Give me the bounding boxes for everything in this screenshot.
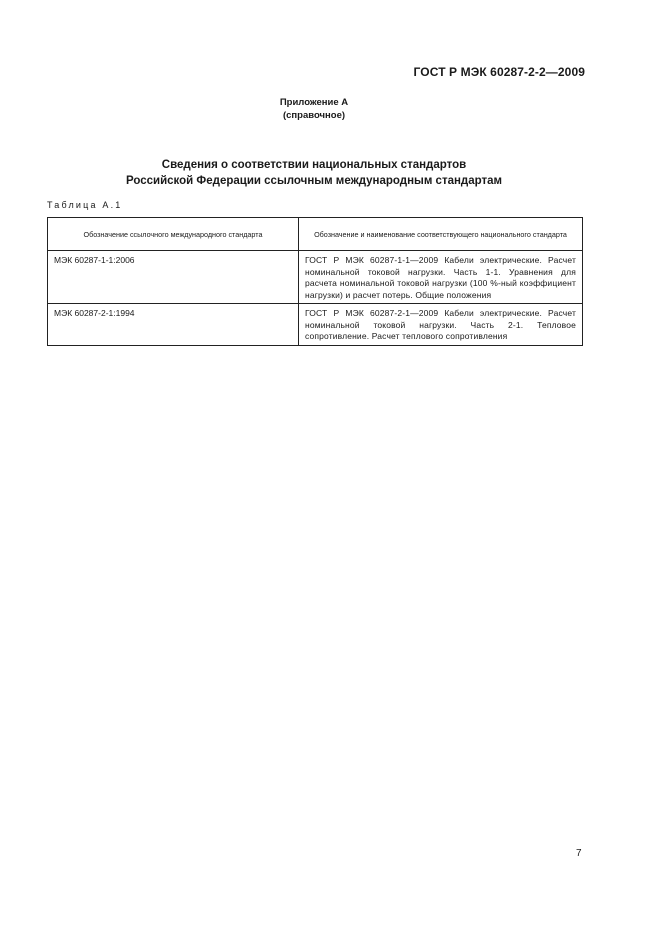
appendix-label: Приложение А (279, 97, 349, 108)
international-standard-cell: МЭК 60287-1-1:2006 (48, 251, 299, 304)
header-national-standard: Обозначение и наименование соответствующего национального стандарта (299, 218, 583, 251)
section-title-line-2: Российской Федерации ссылочным международным стандартам (125, 175, 503, 187)
table-row (48, 251, 583, 304)
international-standard-cell: МЭК 60287-2-1:1994 (48, 304, 299, 346)
header-international-standard: Обозначение ссылочного международного стандарта (48, 218, 299, 251)
document-code: ГОСТ Р МЭК 60287-2-2—2009 (413, 65, 585, 79)
table-caption: Таблица А.1 (47, 200, 123, 210)
national-standard-cell: ГОСТ Р МЭК 60287-2-1—2009 Кабели электрические. Расчет номинальной токовой нагрузки. Часть 2-1. Тепловое сопротивление. Расчет теплового сопротивления (299, 304, 583, 346)
national-standard-cell: ГОСТ Р МЭК 60287-1-1—2009 Кабели электрические. Расчет номинальной токовой нагрузки. Часть 1-1. Уравнения для расчета номинальной токовой нагрузки (100 %-ный коэффициент нагрузки) и расчет потерь. Общие положения (299, 251, 583, 304)
section-title (0, 157, 628, 189)
section-title-line-1: Сведения о соответствии национальных стандартов (161, 159, 467, 171)
page-number: 7 (576, 848, 582, 859)
appendix-type: (справочное) (282, 110, 346, 121)
table-row (48, 304, 583, 346)
table-header-row (48, 218, 583, 251)
correspondence-table (47, 217, 583, 346)
appendix-heading (0, 96, 628, 122)
